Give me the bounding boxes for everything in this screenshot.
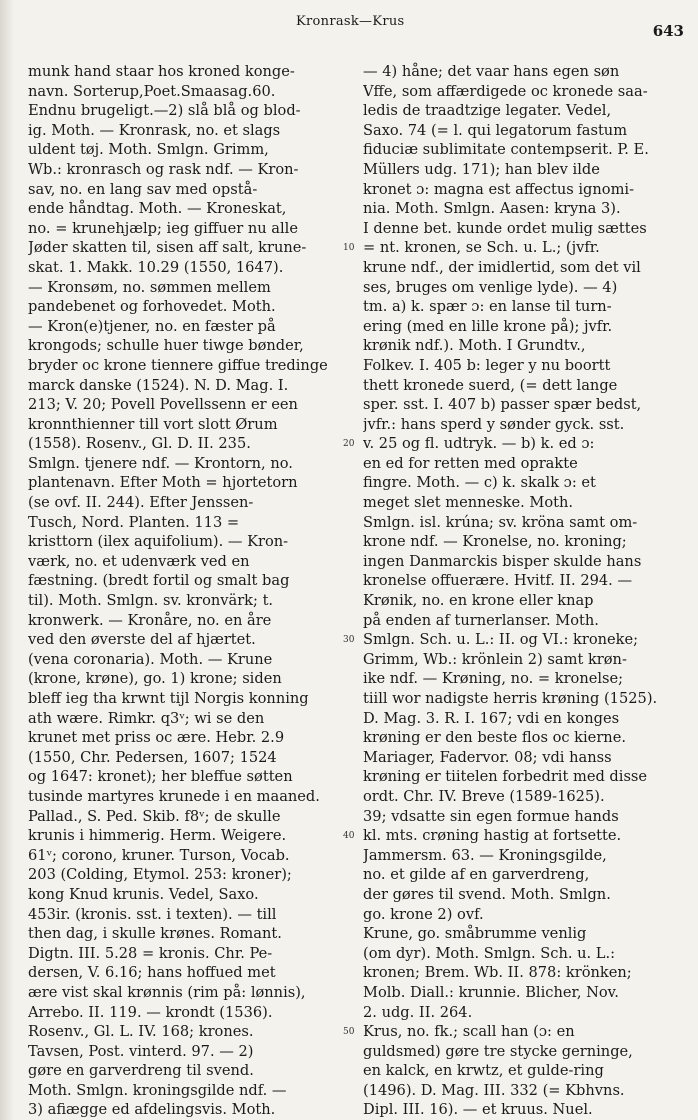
text-line: 453ir. (kronis. sst. i texten). — till (28, 905, 277, 923)
text-line: Rosenv., Gl. L. IV. 168; krones. (28, 1023, 254, 1041)
text-line: Arrebo. II. 119. — krondt (1536). (28, 1003, 273, 1021)
text-line: meget slet menneske. Moth. (363, 494, 574, 512)
text-line: 39; vdsatte sin egen formue hands (363, 807, 619, 825)
text-line: krone ndf. — Kronelse, no. kroning; (363, 533, 627, 551)
text-line: — Kron(e)tjener, no. en fæster på (28, 317, 276, 335)
text-line: tiill wor nadigste herris krøning (1525). (363, 690, 658, 707)
text-line: (1550, Chr. Pedersen, 1607; 1524 (28, 748, 277, 766)
page-number: 643 (652, 22, 684, 40)
text-line: på enden af turnerlanser. Moth. (363, 611, 599, 629)
text-line: fæstning. (bredt fortil og smalt bag (28, 572, 290, 590)
text-line: (krone, krøne), go. 1) krone; siden (28, 670, 282, 688)
text-line: v. 25 og fl. udtryk. — b) k. ed ɔ: (363, 435, 595, 453)
text-line: Pallad., S. Ped. Skib. f8ᵛ; de skulle (28, 807, 281, 825)
text-line: Smlgn. isl. krúna; sv. kröna samt om- (363, 513, 638, 531)
text-line: Saxo. 74 (= l. qui legatorum fastum (363, 121, 628, 139)
text-line: no. et gilde af en garverdreng, (363, 866, 590, 884)
text-line: Krus, no. fk.; scall han (ɔ: en (363, 1023, 575, 1041)
text-line: pandebenet og forhovedet. Moth. (28, 298, 276, 316)
text-line: der gøres til svend. Moth. Smlgn. (363, 885, 611, 903)
text-line: jvfr.: hans sperd y sønder gyck. sst. (363, 415, 625, 433)
text-line: nia. Moth. Smlgn. Aasen: kryna 3). (363, 200, 621, 218)
text-line: Tusch, Nord. Planten. 113 = (28, 513, 240, 531)
text-line: sav, no. en lang sav med opstå- (28, 180, 258, 198)
text-line: Jammersm. 63. — Kroningsgilde, (363, 846, 607, 864)
text-line: en ed for retten med oprakte (363, 454, 578, 472)
text-line: (se ovf. II. 244). Efter Jenssen- (28, 494, 254, 512)
text-line: bryder oc krone tiennere giffue tredinge (28, 356, 328, 374)
text-line: Krønik, no. en krone eller knap (363, 592, 594, 610)
text-line: til). Moth. Smlgn. sv. kronvärk; t. (28, 592, 274, 610)
text-line: thett kronede suerd, (= dett lange (363, 376, 618, 394)
text-line: Endnu brugeligt.—2) slå blå og blod- (28, 102, 301, 120)
text-line: kronen; Brem. Wb. II. 878: krönken; (363, 964, 632, 982)
text-line: Krune, go. småbrumme venlig (363, 925, 587, 943)
running-head-title: Kronrask—Krus (296, 14, 405, 29)
text-line: guldsmed) gøre tre stycke gerninge, (363, 1042, 633, 1060)
text-line: ingen Danmarckis bisper skulde hans (363, 552, 642, 570)
text-line: 61ᵛ; corono, kruner. Turson, Vocab. (28, 846, 290, 864)
text-line: kronelse offuerære. Hvitf. II. 294. — (363, 572, 633, 590)
text-line: — 4) håne; det vaar hans egen søn (363, 63, 620, 80)
text-line: krune ndf., der imidlertid, som det vil (363, 258, 641, 276)
text-line: 2. udg. II. 264. (363, 1003, 473, 1021)
text-line: (vena coronaria). Moth. — Krune (28, 650, 273, 668)
text-line: then dag, i skulle krønes. Romant. (28, 925, 282, 943)
text-line: tm. a) k. spær ɔ: en lanse til turn- (363, 298, 612, 316)
text-line: I denne bet. kunde ordet mulig sættes (363, 219, 647, 237)
text-line: en kalck, en krwtz, et gulde-ring (363, 1062, 604, 1080)
right-column (363, 62, 689, 1120)
text-line: — Kronsøm, no. sømmen mellem (28, 278, 271, 296)
text-line: 213; V. 20; Povell Povellssenn er een (28, 396, 298, 414)
text-line: dersen, V. 6.16; hans hoffued met (28, 964, 276, 982)
text-line: ath wære. Rimkr. q3ᵛ; wi se den (28, 709, 265, 727)
text-line: Tavsen, Post. vinterd. 97. — 2) (28, 1042, 254, 1060)
text-line: Dipl. III. 16). — et kruus. Nuel. (363, 1101, 593, 1119)
text-line: værk, no. et udenværk ved en (28, 552, 250, 570)
text-line: ses, bruges om venlige lyde). — 4) (363, 278, 618, 296)
text-line: marck danske (1524). N. D. Mag. I. (28, 376, 289, 394)
line-number: 10 (343, 243, 355, 254)
line-number: 30 (343, 635, 355, 646)
text-line: kristtorn (ilex aquifolium). — Kron- (28, 533, 289, 551)
running-head (0, 12, 698, 38)
text-line: munk hand staar hos kroned konge- (28, 63, 295, 80)
text-line: D. Mag. 3. R. I. 167; vdi en konges (363, 709, 620, 727)
text-line: ering (med en lille krone på); jvfr. (363, 317, 613, 335)
text-line: krønik ndf.). Moth. I Grundtv., (363, 337, 586, 355)
line-number: 20 (343, 439, 355, 450)
text-line: krongods; schulle huer tiwge bønder, (28, 337, 304, 355)
line-number: 50 (343, 1027, 355, 1038)
text-line: uldent tøj. Moth. Smlgn. Grimm, (28, 141, 269, 159)
text-line: no. = krunehjælp; ieg giffuer nu alle (28, 219, 298, 237)
text-line: sper. sst. I. 407 b) passer spær bedst, (363, 396, 642, 414)
text-line: gøre en garverdreng til svend. (28, 1062, 254, 1080)
left-column (28, 62, 350, 1120)
text-line: fiduciæ sublimitate contempserit. P. E. (363, 141, 649, 159)
text-line: ved den øverste del af hjærtet. (28, 631, 256, 649)
text-line: Grimm, Wb.: krönlein 2) samt krøn- (363, 650, 627, 668)
text-line: ig. Moth. — Kronrask, no. et slags (28, 121, 281, 139)
text-line: Wb.: kronrasch og rask ndf. — Kron- (28, 160, 299, 178)
text-line: = nt. kronen, se Sch. u. L.; (jvfr. (363, 239, 600, 257)
text-line: kronet ɔ: magna est affectus ignomi- (363, 180, 635, 198)
text-line: ike ndf. — Krøning, no. = kronelse; (363, 670, 624, 688)
line-number: 40 (343, 831, 355, 842)
text-line: kronwerk. — Kronåre, no. en åre (28, 611, 272, 629)
text-line: 3) afiægge ed afdelingsvis. Moth. (28, 1101, 276, 1119)
text-line: tusinde martyres krunede i en maaned. (28, 787, 320, 805)
text-line: (om dyr). Moth. Smlgn. Sch. u. L.: (363, 944, 616, 962)
text-line: bleff ieg tha krwnt tijl Norgis konning (28, 690, 309, 707)
text-line: ordt. Chr. IV. Breve (1589-1625). (363, 787, 605, 805)
text-line: kl. mts. crøning hastig at fortsette. (363, 827, 622, 845)
text-line: Mariager, Fadervor. 08; vdi hanss (363, 748, 612, 766)
text-line: Vffe, som affærdigede oc kronede saa- (363, 82, 648, 100)
text-line: (1496). D. Mag. III. 332 (= Kbhvns. (363, 1081, 625, 1099)
text-line: Moth. Smlgn. kroningsgilde ndf. — (28, 1081, 287, 1099)
text-line: ende håndtag. Moth. — Kroneskat, (28, 200, 287, 218)
text-line: krunis i himmerig. Herm. Weigere. (28, 827, 287, 845)
text-line: navn. Sorterup,Poet.Smaasag.60. (28, 82, 276, 100)
text-line: 203 (Colding, Etymol. 253: kroner); (28, 866, 292, 884)
text-line: krunet met priss oc ære. Hebr. 2.9 (28, 729, 285, 747)
text-line: kronnthienner till vort slott Ørum (28, 415, 278, 433)
text-line: krøning er den beste flos oc kierne. (363, 729, 626, 747)
text-line: ære vist skal krønnis (rim på: lønnis), (28, 983, 306, 1001)
text-line: plantenavn. Efter Moth = hjortetorn (28, 474, 298, 492)
text-line: Folkev. I. 405 b: leger y nu boortt (363, 356, 611, 374)
text-line: (1558). Rosenv., Gl. D. II. 235. (28, 435, 251, 453)
text-line: Molb. Diall.: krunnie. Blicher, Nov. (363, 983, 619, 1001)
text-line: Digtn. III. 5.28 = kronis. Chr. Pe- (28, 944, 273, 962)
text-line: kong Knud krunis. Vedel, Saxo. (28, 885, 259, 903)
page-edge-shadow (0, 0, 14, 1120)
text-line: Smlgn. tjenere ndf. — Krontorn, no. (28, 454, 293, 472)
text-line: Müllers udg. 171); han blev ilde (363, 160, 600, 178)
text-line: Smlgn. Sch. u. L.: II. og VI.: kroneke; (363, 631, 639, 649)
text-line: fingre. Moth. — c) k. skalk ɔ: et (363, 474, 596, 492)
text-line: Jøder skatten til, sisen aff salt, krune- (28, 239, 307, 257)
text-line: og 1647: kronet); her bleffue søtten (28, 768, 293, 786)
text-line: ledis de traadtzige legater. Vedel, (363, 102, 612, 120)
text-line: krøning er tiitelen forbedrit med disse (363, 768, 648, 786)
text-line: skat. 1. Makk. 10.29 (1550, 1647). (28, 258, 284, 276)
text-line: go. krone 2) ovf. (363, 905, 484, 923)
